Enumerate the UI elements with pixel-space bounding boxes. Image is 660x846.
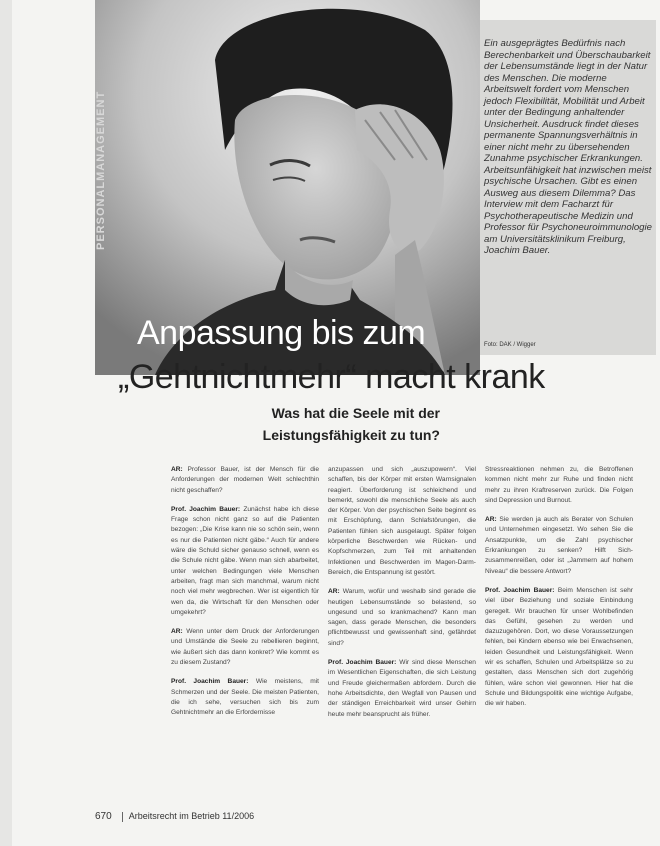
paragraph-text: Professor Bauer, ist der Mensch für die Anforderungen der modernen Welt schlechthin nicht geschaffen? xyxy=(171,466,319,494)
article-paragraph xyxy=(328,658,476,720)
paragraph-text: Stressreaktionen nehmen zu, die Betroffenen kommen nicht mehr zur Ruhe und finden nicht mehr zu ihren Kraftreserven zurück. Die Folgen sind Depression und Burnout. xyxy=(485,466,633,504)
publication-name: Arbeitsrecht im Betrieb 11/2006 xyxy=(128,811,255,821)
headline-line-1: Anpassung bis zum xyxy=(137,314,426,352)
page-footer xyxy=(95,811,254,822)
speaker-label: AR: xyxy=(485,516,497,524)
article-column-1 xyxy=(171,465,319,728)
article-paragraph xyxy=(485,515,633,577)
paragraph-text: Warum, wofür und weshalb sind gerade die heutigen Lebensumstände so belastend, so ungesund und so krankmachend? Kann man sagen, dass gerade Menschen, die besonders pflichtbewusst und gewissenhaft sind, gefährdet sind? xyxy=(328,588,476,647)
article-paragraph xyxy=(328,587,476,649)
page-edge xyxy=(0,0,12,846)
footer-divider xyxy=(122,812,123,822)
subheadline: Was hat die Seele mit der Leistungsfähigkeit zu tun? xyxy=(262,405,440,443)
article-paragraph xyxy=(171,465,319,496)
paragraph-text: Sie werden ja auch als Berater von Schulen und Unternehmen eingesetzt. Wo sehen Sie die Ansatzpunkte, um die Zahl psychischer Erkrankungen zu senken? Hilft Sich-zusammenreißen, oder ist „Jammern auf hohem Niveau“ die bessere Antwort? xyxy=(485,516,633,575)
paragraph-text: anzupassen und sich „auszupowern“. Viel schaffen, bis der Körper mit ersten Warnsignalen reagiert. Überforderung ist schleichend und bemerkt, sowohl die menschliche Seele als auch der Körper. Von der psychischen Seite beginnt es mit Erschöpfung, dann Schlafstörungen, die Patienten fühlen sich ausgelaugt. Später folgen körperliche Beschwerden wie Rücken- und Kopfschmerzen, zum Teil mit anhaltenden Infektionen und Beschwerden im Magen-Darm-Bereich, die Entspannung ist gestört. xyxy=(328,466,476,576)
paragraph-text: Zunächst habe ich diese Frage schon nicht ganz so auf die Patienten bezogen: „Die Krise kann nie so schön sein, wenn es nur die Patienten nicht gäbe.“ Auch für andere wäre die Schuld sicher genauso schnell, wenn es die Schule nicht gäbe. Wenn man sich abarbeitet, unter welchen Bedingungen viele Menschen arbeiten, fragt man sich manchmal, warum nicht noch viel mehr wegbrechen. Wer ist eigentlich für wen da, die Wirtschaft für den Menschen oder umgekehrt? xyxy=(171,505,319,616)
speaker-label: AR: xyxy=(328,588,340,596)
article-paragraph xyxy=(485,586,633,710)
section-tab-label: PERSONALMANAGEMENT xyxy=(95,90,107,250)
article-paragraph xyxy=(171,677,319,718)
article-paragraph xyxy=(485,465,633,506)
speaker-label: AR: xyxy=(171,628,183,636)
speaker-label: AR: xyxy=(171,466,183,473)
intro-text: Ein ausgeprägtes Bedürfnis nach Berechenbarkeit und Überschaubarkeit der Lebensumstände liegt in der Natur des Menschen. Die moderne Arbeitswelt fordert vom Menschen jedoch Flexibilität, Mobilität und Arbeit unter der Bedingung anhaltender Unsicherheit. Ausdruck findet dieses permanente Spannungsverhältnis in einer nicht mehr zu übersehenden Zunahme psychischer Erkrankungen. Arbeitsunfähigkeit hat inzwischen meist psychische Ursachen. Gibt es einen Ausweg aus diesem Dilemma? Das Interview mit dem Facharzt für Psychotherapeutische Medizin und Professor für Psychoneuroimmunologie am Universitätsklinikum Freiburg, Joachim Bauer. xyxy=(484,38,652,256)
paragraph-text: Beim Menschen ist sehr viel über Beziehung und soziale Einbindung geregelt. Wir brauchen für unser Wohlbefinden das Gefühl, gesehen zu werden und dazuzugehören. Dort, wo diese Voraussetzungen fehlen, bei Kindern ebenso wie bei Erwachsenen, leiden Gesundheit und Leistungsfähigkeit. Wenn wir es schaffen, Schulen und Arbeitsplätze so zu gestalten, dass Menschen sich dort zugehörig fühlen, wäre schon viel gewonnen. Hier hat die Schule und Bildungspolitik eine wichtige Aufgabe, die wir haben. xyxy=(485,586,633,708)
article-paragraph xyxy=(171,627,319,668)
paragraph-text: Wenn unter dem Druck der Anforderungen und Umstände die Seele zu rebellieren beginnt, wie äußert sich das dann konkret? Wie kommt es zu diesem Zustand? xyxy=(171,628,319,667)
speaker-label: Prof. Joachim Bauer: xyxy=(171,678,249,686)
article-paragraph xyxy=(171,505,319,618)
page-number: 670 xyxy=(95,811,112,822)
article-column-3 xyxy=(485,465,633,719)
speaker-label: Prof. Joachim Bauer: xyxy=(485,586,555,594)
headline-line-2: „Gehtnichtmehr“ macht krank xyxy=(118,358,545,396)
paragraph-text: Wir sind diese Menschen im Wesentlichen Eigenschaften, die sich Leistung und Freude gleichermaßen abfordern. Durch die hohe Arbeitsdichte, den Wegfall von Pausen und der ständigen Erreichbarkeit wird unser Gehirn heute mehr beansprucht als früher. xyxy=(328,659,476,718)
speaker-label: Prof. Joachim Bauer: xyxy=(171,505,241,513)
article-column-2 xyxy=(328,465,476,729)
paragraph-text: Wie meistens, mit Schmerzen und der Seele. Die meisten Patienten, die ich sehe, versuchen sich bis zum Gehtnichtmehr an die Erfordernisse xyxy=(171,678,320,717)
section-tab xyxy=(95,20,115,320)
article-paragraph xyxy=(328,465,476,578)
speaker-label: Prof. Joachim Bauer: xyxy=(328,659,397,667)
photo-credit: Foto: DAK / Wigger xyxy=(484,342,536,348)
